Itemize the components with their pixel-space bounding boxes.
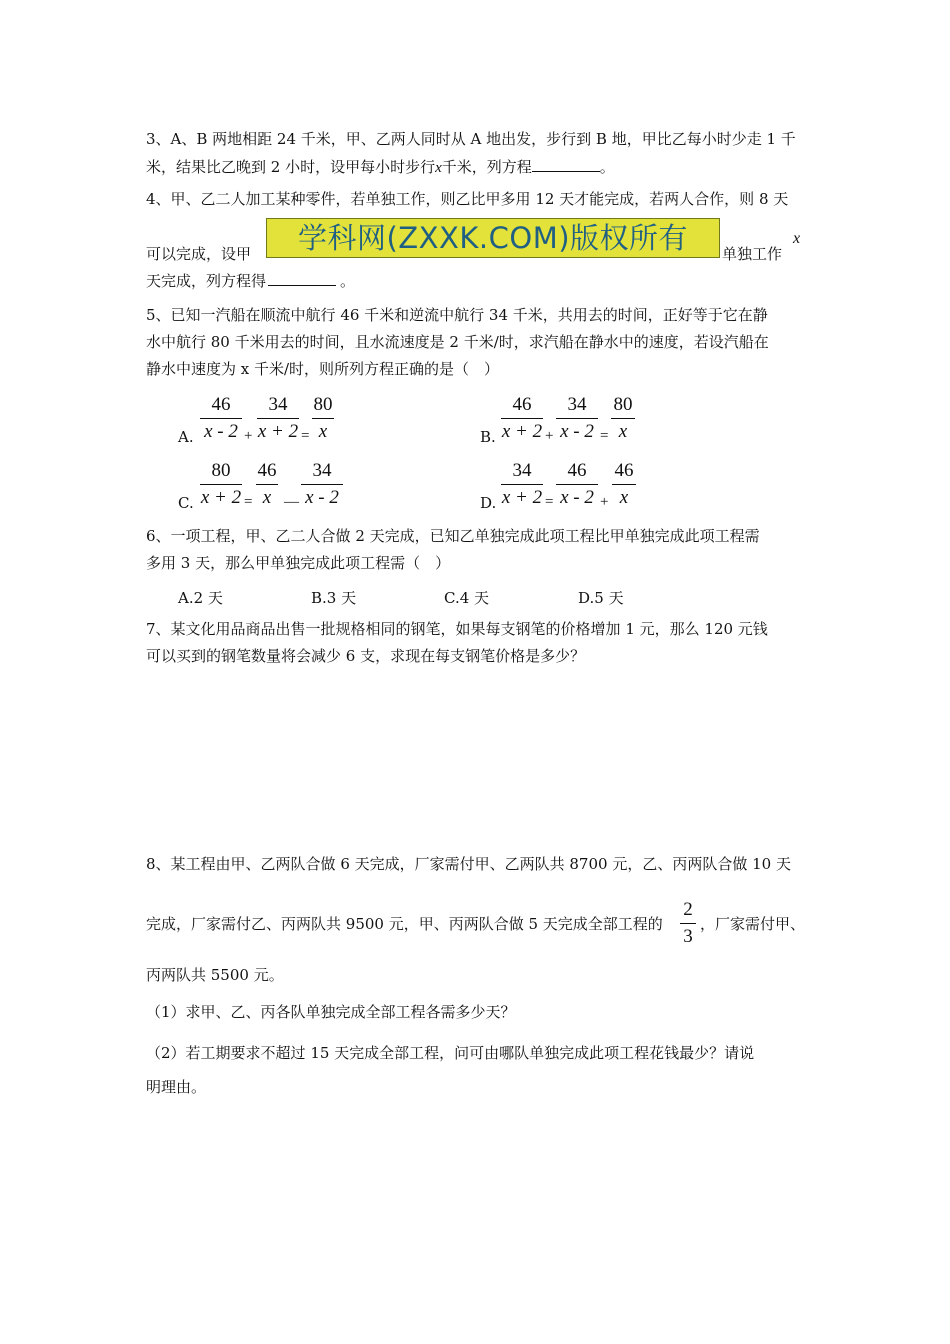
option-b-f3-num: 80 — [613, 394, 633, 415]
option-c-f1-den: x + 2 — [200, 487, 242, 508]
option-c-f2-num: 46 — [257, 460, 277, 481]
option-a-f1-num: 46 — [211, 394, 231, 415]
option-d-f2-den: x - 2 — [560, 487, 594, 508]
q8-line-3: 丙两队共 5500 元。 — [146, 966, 284, 984]
q3-text-end: 。 — [599, 158, 615, 176]
option-d-f1-num: 34 — [512, 460, 532, 481]
option-c-op-2: — — [284, 494, 299, 510]
q8-fraction-num: 2 — [683, 899, 693, 920]
option-c-fraction-1 — [200, 460, 242, 509]
q8-line-2a: 完成，厂家需付乙、丙两队共 9500 元，甲、丙两队合做 5 天完成全部工程的 — [146, 915, 663, 933]
option-d-fraction-2 — [556, 460, 598, 509]
option-c-f3-den: x - 2 — [305, 487, 339, 508]
option-c-f2-den: x — [262, 487, 272, 508]
option-b-op-2: = — [600, 428, 609, 444]
q8-sub-question-2-line-1: （2）若工期要求不超过 15 天完成全部工程，问可由哪队单独完成此项工程花钱最少？请说 — [146, 1044, 755, 1062]
q6-choice-b[interactable]: B.3 天 — [311, 589, 357, 607]
q3-line-2 — [146, 158, 615, 177]
option-a-fraction-2 — [257, 394, 299, 443]
option-b-label: B. — [480, 428, 496, 446]
option-a-f1-den: x - 2 — [204, 421, 238, 442]
q8-fraction-two-thirds — [680, 900, 696, 947]
q3-text-b: 千米，列方程 — [441, 158, 532, 176]
option-d-label: D. — [480, 494, 497, 512]
q6-line-1: 6、一项工程，甲、乙二人合做 2 天完成，已知乙单独完成此项工程比甲单独完成此项工程需 — [146, 527, 760, 545]
option-b-fraction-2 — [556, 394, 598, 443]
option-a-op-1: + — [244, 428, 253, 444]
option-c-label: C. — [178, 494, 194, 512]
q4-line-2b: 单独工作 — [722, 245, 783, 263]
option-c-f3-num: 34 — [312, 460, 332, 481]
q4-line-3 — [146, 272, 355, 290]
option-b-f2-num: 34 — [567, 394, 587, 415]
option-a-f2-den: x + 2 — [257, 421, 299, 442]
copyright-watermark: 学科网(ZXXK.COM)版权所有 — [266, 218, 720, 258]
q7-line-1: 7、某文化用品商品出售一批规格相同的钢笔，如果每支钢笔的价格增加 1 元，那么 120 元钱 — [146, 620, 768, 638]
q6-choice-d[interactable]: D.5 天 — [578, 589, 624, 607]
q3-answer-blank[interactable] — [532, 171, 600, 172]
option-d-f3-num: 46 — [614, 460, 634, 481]
option-a-label: A. — [178, 428, 194, 446]
option-a-op-2: = — [301, 428, 310, 444]
q6-choice-c[interactable]: C.4 天 — [444, 589, 490, 607]
q4-line-1: 4、甲、乙二人加工某种零件，若单独工作，则乙比甲多用 12 天才能完成，若两人合作，则 8 天 — [146, 190, 789, 208]
option-d-fraction-1 — [501, 460, 543, 509]
q7-line-2: 可以买到的钢笔数量将会减少 6 支，求现在每支钢笔价格是多少？ — [146, 647, 586, 665]
q5-line-3: 静水中速度为 x 千米/时，则所列方程正确的是（ ） — [146, 360, 500, 378]
option-d-op-2: + — [600, 494, 609, 510]
option-b-f2-den: x - 2 — [560, 421, 594, 442]
q6-choice-a[interactable]: A.2 天 — [178, 589, 223, 607]
q3-text-a: 米，结果比乙晚到 2 小时，设甲每小时步行 — [146, 158, 436, 176]
option-d-f3-den: x — [619, 487, 629, 508]
option-c-fraction-2 — [256, 460, 278, 509]
option-b-fraction-3 — [611, 394, 635, 443]
option-b-f1-den: x + 2 — [501, 421, 543, 442]
option-d-op-1: = — [545, 494, 554, 510]
q5-line-2: 水中航行 80 千米用去的时间，且水流速度是 2 千米/时，求汽船在静水中的速度，若设汽船在 — [146, 333, 769, 351]
q6-line-2: 多用 3 天，那么甲单独完成此项工程需（ ） — [146, 554, 451, 572]
q8-line-1: 8、某工程由甲、乙两队合做 6 天完成，厂家需付甲、乙两队共 8700 元，乙、丙两队合做 10 天 — [146, 855, 791, 873]
option-a-fraction-3 — [312, 394, 334, 443]
option-a-fraction-1 — [200, 394, 242, 443]
q4-text-end: 。 — [340, 272, 356, 290]
q8-fraction-den: 3 — [683, 926, 693, 947]
option-b-f3-den: x — [618, 421, 628, 442]
option-d-f1-den: x + 2 — [501, 487, 543, 508]
option-a-f3-den: x — [318, 421, 328, 442]
option-d-f2-num: 46 — [567, 460, 587, 481]
q4-line-2a: 可以完成，设甲 — [146, 245, 252, 263]
q8-line-2b: ，厂家需付甲、 — [700, 915, 806, 933]
q8-sub-question-1: （1）求甲、乙、丙各队单独完成全部工程各需多少天？ — [146, 1003, 516, 1021]
option-a-f3-num: 80 — [313, 394, 333, 415]
q4-variable: x — [793, 230, 801, 247]
option-b-f1-num: 46 — [512, 394, 532, 415]
option-a-f2-num: 34 — [268, 394, 288, 415]
option-b-fraction-1 — [501, 394, 543, 443]
q8-sub-question-2-line-2: 明理由。 — [146, 1078, 207, 1096]
q4-answer-blank[interactable] — [268, 285, 336, 286]
option-c-fraction-3 — [301, 460, 343, 509]
q3-variable: x — [435, 160, 442, 176]
q3-line-1: 3、A、B 两地相距 24 千米，甲、乙两人同时从 A 地出发，步行到 B 地，甲比乙每小时少走 1 千 — [146, 130, 796, 148]
option-b-op-1: + — [545, 428, 554, 444]
option-d-fraction-3 — [612, 460, 636, 509]
option-c-op-1: = — [244, 494, 253, 510]
q5-line-1: 5、已知一汽船在顺流中航行 46 千米和逆流中航行 34 千米，共用去的时间，正好等于它在静 — [146, 306, 768, 324]
option-c-f1-num: 80 — [211, 460, 231, 481]
q4-text-a: 天完成，列方程得 — [146, 272, 267, 290]
